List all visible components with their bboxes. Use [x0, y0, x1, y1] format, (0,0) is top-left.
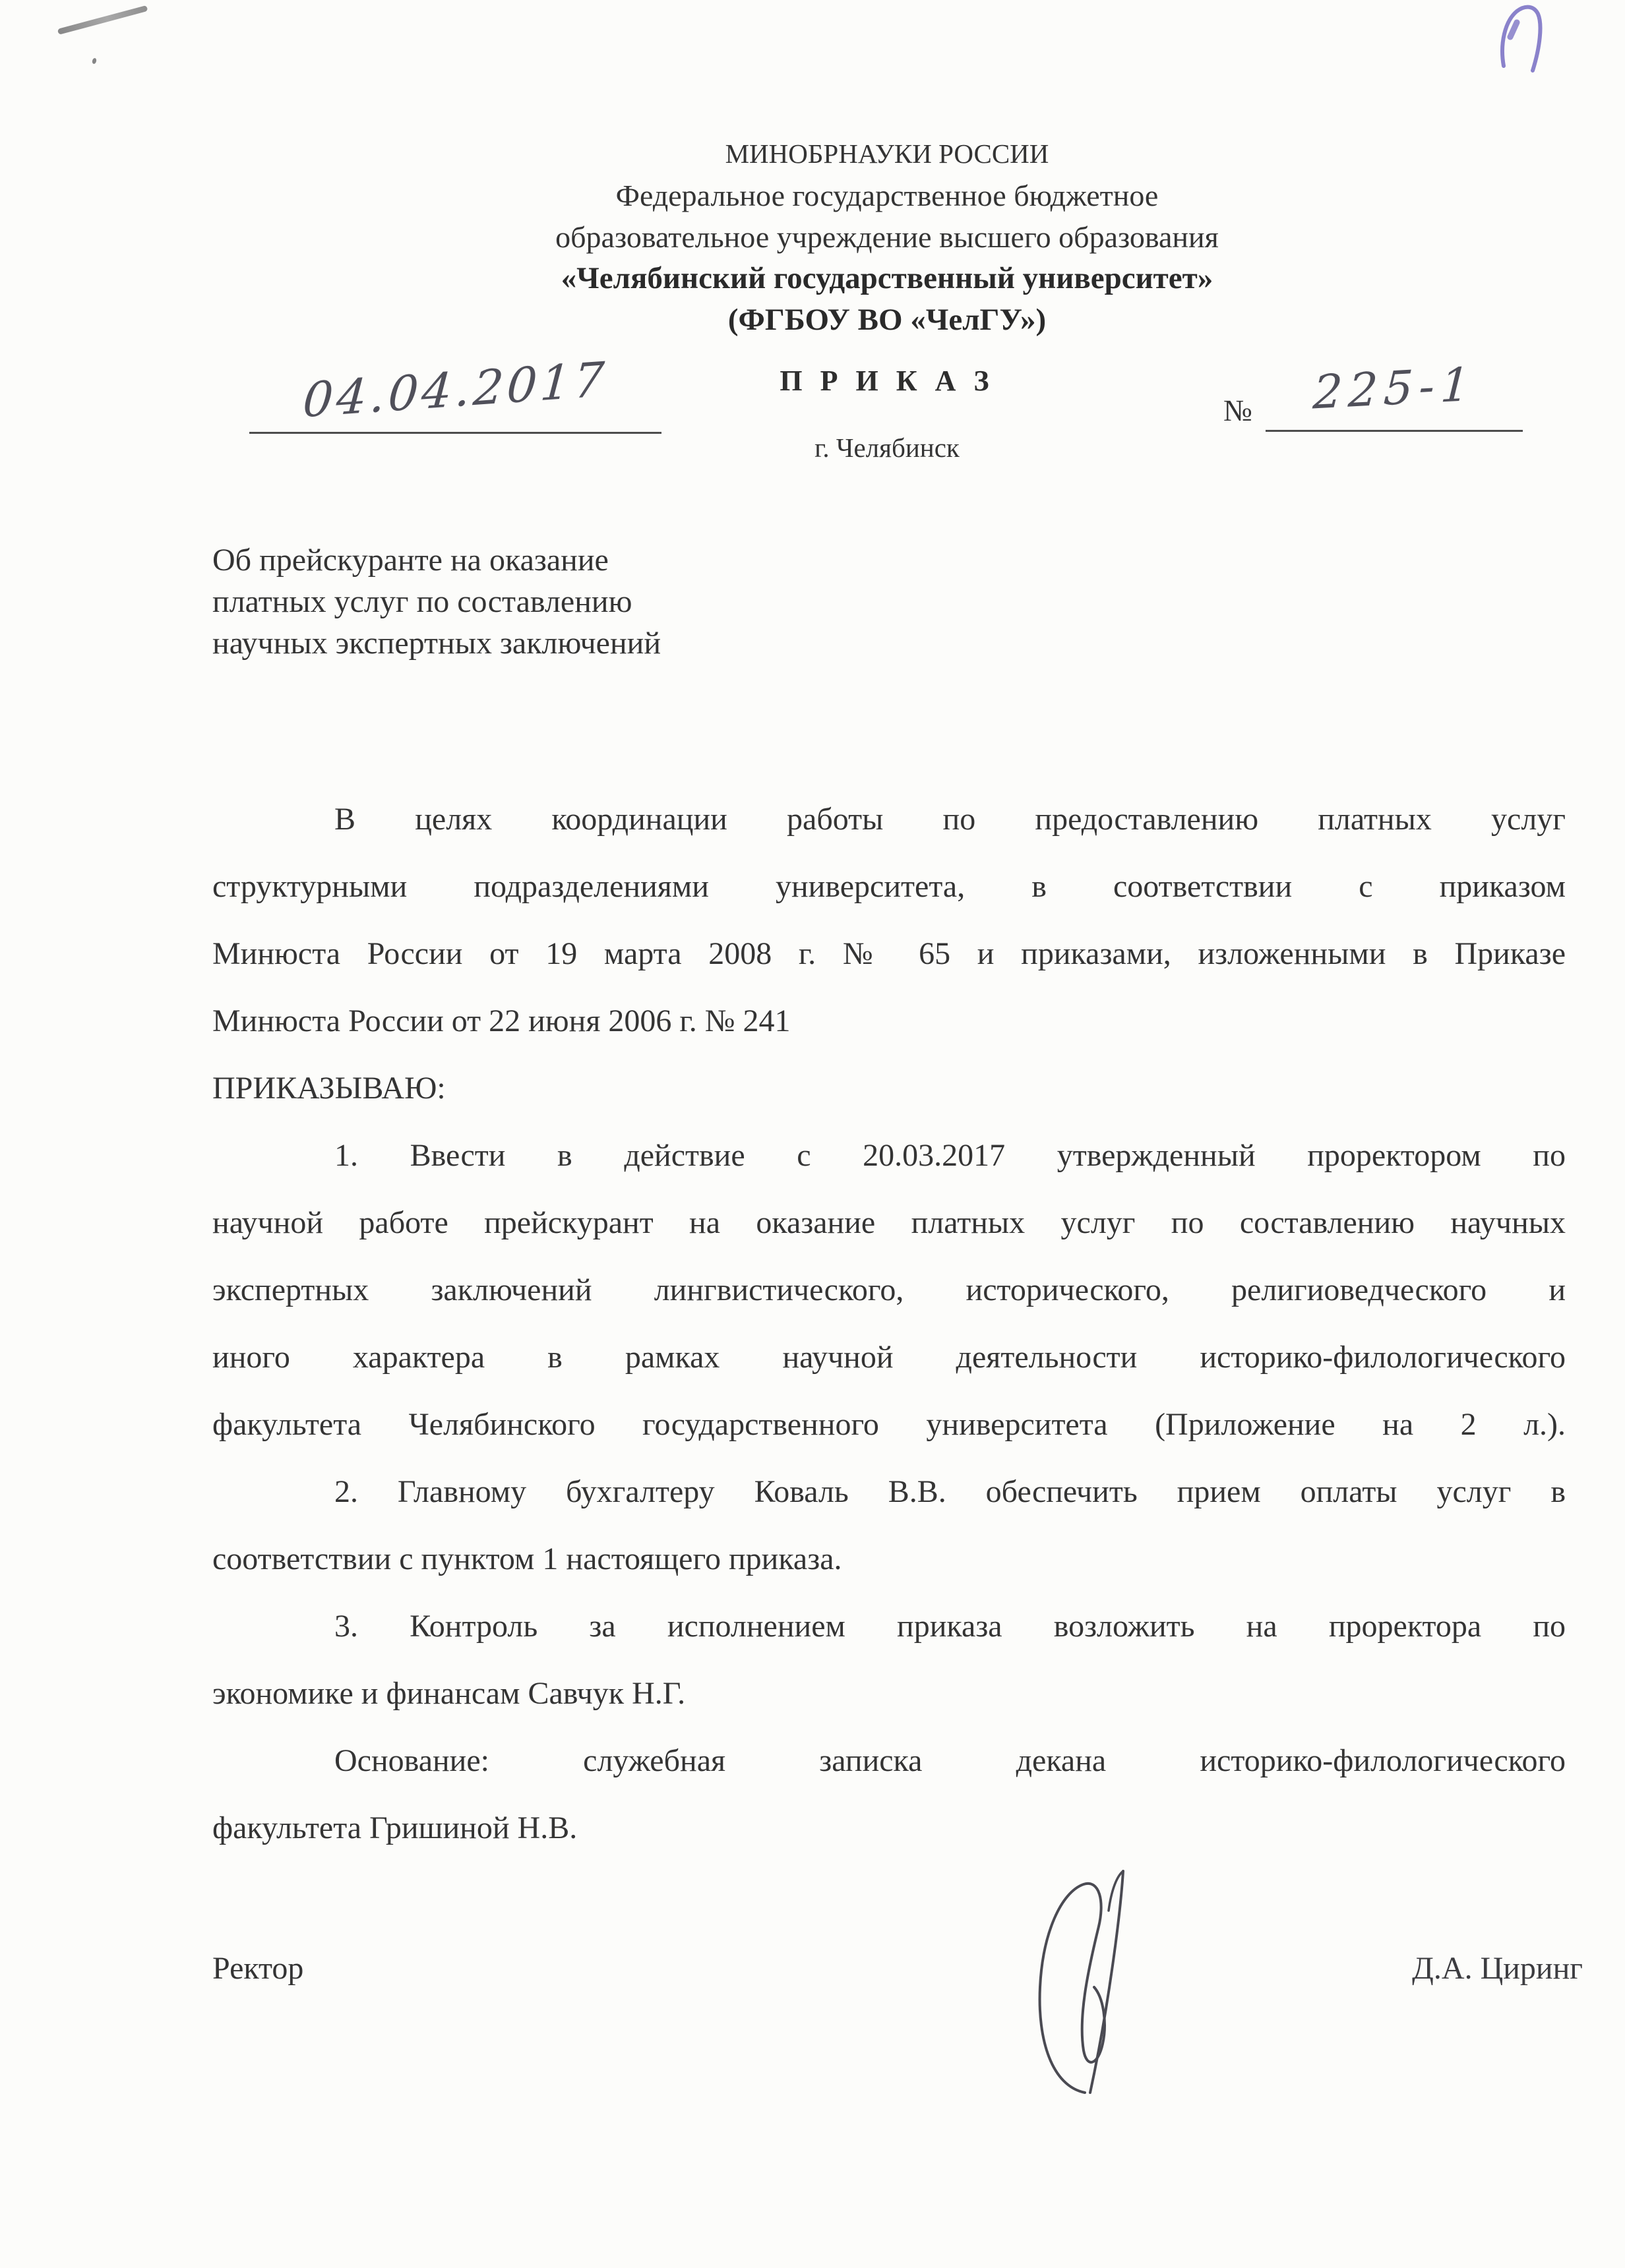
- text-line: факультета Гришиной Н.В.: [212, 1810, 578, 1845]
- text-line: Основание: служебная записка декана историко-филологического: [334, 1743, 1566, 1778]
- order-subject: [212, 539, 845, 664]
- text-line: экспертных заключений лингвистического, исторического, религиоведческого и: [212, 1272, 1566, 1307]
- pencil-mark-icon: [57, 5, 148, 35]
- text-line: Минюста России от 22 июня 2006 г. № 241: [212, 1003, 791, 1038]
- order-city: г. Челябинск: [814, 433, 960, 463]
- text-line: факультета Челябинского государственного университета (Приложение на 2 л.).: [212, 1407, 1566, 1442]
- text-line: иного характера в рамках научной деятельности историко-филологического: [212, 1340, 1566, 1375]
- signer-position-label: Ректор: [212, 1951, 304, 1986]
- text-line: соответствии с пунктом 1 настоящего приказа.: [212, 1541, 842, 1576]
- text-line: В целях координации работы по предоставлению платных услуг: [334, 802, 1566, 837]
- text-line: «Челябинский государственный университет»: [561, 261, 1213, 295]
- order-body-text: [212, 786, 1566, 1862]
- handwritten-number: 225-1: [1311, 357, 1477, 420]
- text-line: образовательное учреждение высшего образования: [555, 220, 1219, 254]
- text-line: Минюста России от 19 марта 2008 г. № 65 и приказами, изложенными в Приказе: [212, 936, 1566, 971]
- handwritten-approval-mark-icon: [1494, 3, 1560, 78]
- signer-name: Д.А. Циринг: [1412, 1951, 1583, 1986]
- letterhead: [228, 133, 1547, 341]
- text-line: МИНОБРНАУКИ РОССИИ: [725, 138, 1049, 169]
- text-line: экономике и финансам Савчук Н.Г.: [212, 1676, 686, 1711]
- order-title: П Р И К А З: [780, 365, 995, 397]
- text-line: Об прейскуранте на оказание: [212, 543, 609, 578]
- text-line: научной работе прейскурант на оказание платных услуг по составлению научных: [212, 1205, 1566, 1240]
- number-underline: [1266, 357, 1523, 432]
- text-line: 3. Контроль за исполнением приказа возложить на проректора по: [334, 1609, 1566, 1644]
- signature-icon: [986, 1867, 1184, 2104]
- text-line: (ФГБОУ ВО «ЧелГУ»): [727, 303, 1047, 337]
- order-number-field: [1223, 359, 1527, 432]
- text-line: 1. Ввести в действие с 20.03.2017 утвержденный проректором по: [334, 1138, 1566, 1173]
- number-sign: №: [1223, 394, 1252, 427]
- pencil-dot-icon: [92, 57, 97, 64]
- text-line: научных экспертных заключений: [212, 626, 661, 661]
- text-line: структурными подразделениями университета, в соответствии с приказом: [212, 869, 1566, 904]
- text-line: Федеральное государственное бюджетное: [615, 179, 1159, 212]
- text-line: платных услуг по составлению: [212, 584, 632, 619]
- handwritten-date: 04.04.2017: [301, 351, 610, 429]
- text-line: ПРИКАЗЫВАЮ:: [212, 1071, 446, 1106]
- text-line: 2. Главному бухгалтеру Коваль В.В. обеспечить прием оплаты услуг в: [334, 1474, 1566, 1509]
